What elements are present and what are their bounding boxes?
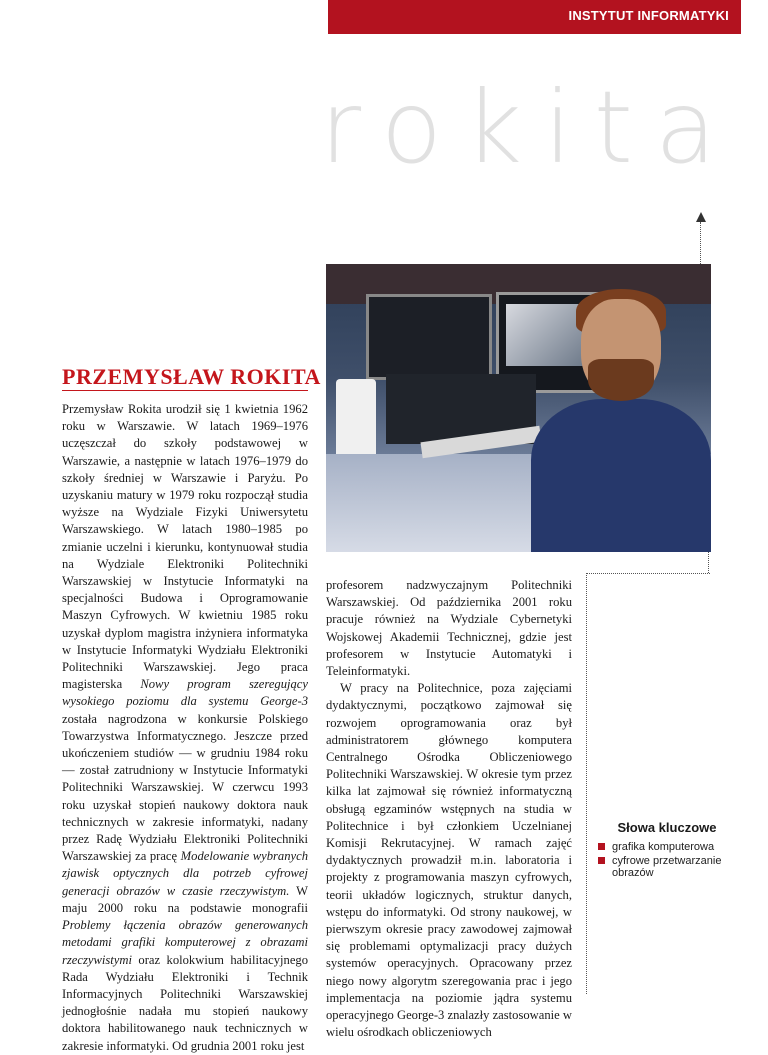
decorative-surname: rokita [320, 69, 739, 186]
keywords-box [598, 820, 736, 881]
section-label: INSTYTUT INFORMATYKI [568, 8, 729, 23]
article-title: PRZEMYSŁAW ROKITA [62, 364, 321, 389]
portrait-photo [326, 264, 711, 552]
body-column-1 [62, 401, 308, 1055]
title-rule [62, 390, 308, 391]
paragraph: W pracy na Politechnice, poza zajęciami dydaktycznymi, początkowo zajmował się rozwojem oprogramowania oraz był administratorem głównego komputera Centralnego Ośrodka Obliczeniowego Politechniki Warszawskiej. W okresie tym przez kilka lat zajmował się również informatyczną obsługą egzaminów wstępnych na studia w Politechnice i był członkiem Uczelnianej Komisji Rekrutacyjnej. W ramach zajęć dydaktycznych prowadził m.in. laboratoria i projekty z programowania maszyn cyfrowych, teorii układów logicznych, struktur danych, wstępu do informatyki. Od strony naukowej, w pierwszym okresie pracy zawodowej zajmował się problemami optymalizacji pracy dużych systemów operacyjnych. Opracowany przez niego nowy algorytm szeregowania prac i jego implementacja na poziomie jądra systemu operacyjnego George-3 znalazły zastosowanie w wielu ośrodkach obliczeniowych [326, 681, 572, 1040]
divider-line [586, 573, 587, 994]
divider-line [586, 573, 710, 574]
square-bullet-icon [598, 843, 605, 850]
header-bar [328, 0, 741, 34]
arrow-line [700, 222, 701, 266]
square-bullet-icon [598, 857, 605, 864]
paragraph: profesorem nadzwyczajnym Politechniki Warszawskiej. Od października 2001 roku pracuje również na Wydziale Cybernetyki Wojskowej Akademii Technicznej, gdzie jest profesorem w Instytucie Automatyki i Teleinformatyki. [326, 578, 572, 679]
divider-line [708, 552, 709, 573]
keyword-item: cyfrowe przetwarzanie obrazów [598, 855, 736, 879]
arrow-up-icon [696, 212, 706, 222]
keyword-item: grafika komputerowa [598, 841, 736, 853]
keywords-title: Słowa kluczowe [617, 820, 717, 835]
body-column-2 [326, 577, 572, 1041]
paragraph: Przemysław Rokita urodził się 1 kwietnia 1962 roku w Warszawie. W latach 1969–1976 uczęszczał do szkoły podstawowej w Warszawie, a następnie w latach 1976–1979 do szkoły średniej w Warszawie i Paryżu. Po uzyskaniu matury w 1979 roku rozpoczął studia wyższe na Wydziale Fizyki Uniwersytetu Warszawskiego. W latach 1980–1985 po zmianie uczelni i kierunku, kontynuował studia na Wydziale Elektroniki Politechniki Warszawskiej w Instytucie Informatyki na specjalności Budowa i Oprogramowanie Maszyn Cyfrowych. W kwietniu 1985 roku uzyskał dyplom magistra inżyniera informatyka w Instytucie Informatyki Wydziału Elektroniki Politechniki Warszawskiej. Jego praca magisterska Nowy program szeregujący wysokiego poziomu dla systemu George-3 została nagrodzona w konkursie Polskiego Towarzystwa Informatycznego. Jeszcze przed ukończeniem studiów — w grudniu 1984 roku — został zatrudniony w Instytucie Informatyki Politechniki Warszawskiej. W czerwcu 1993 roku uzyskał stopień naukowy doktora nauk technicznych w zakresie informatyki, nadany przez Radę Wydziału Elektroniki Politechniki Warszawskiej za pracę Modelowanie wybranych zjawisk optycznych dla potrzeb cyfrowej generacji obrazów w czasie rzeczywistym. W maju 2000 roku na podstawie monografii Problemy łączenia obrazów generowanych metodami grafiki komputerowej z obrazami rzeczywistymi oraz kolokwium habilitacyjnego Rada Wydziału Elektroniki i Technik Informacyjnych Politechniki Warszawskiej jednogłośnie nadała mu stopień naukowy doktora habilitowanego nauk technicznych w zakresie informatyki. Od grudnia 2001 roku jest [62, 402, 309, 1053]
